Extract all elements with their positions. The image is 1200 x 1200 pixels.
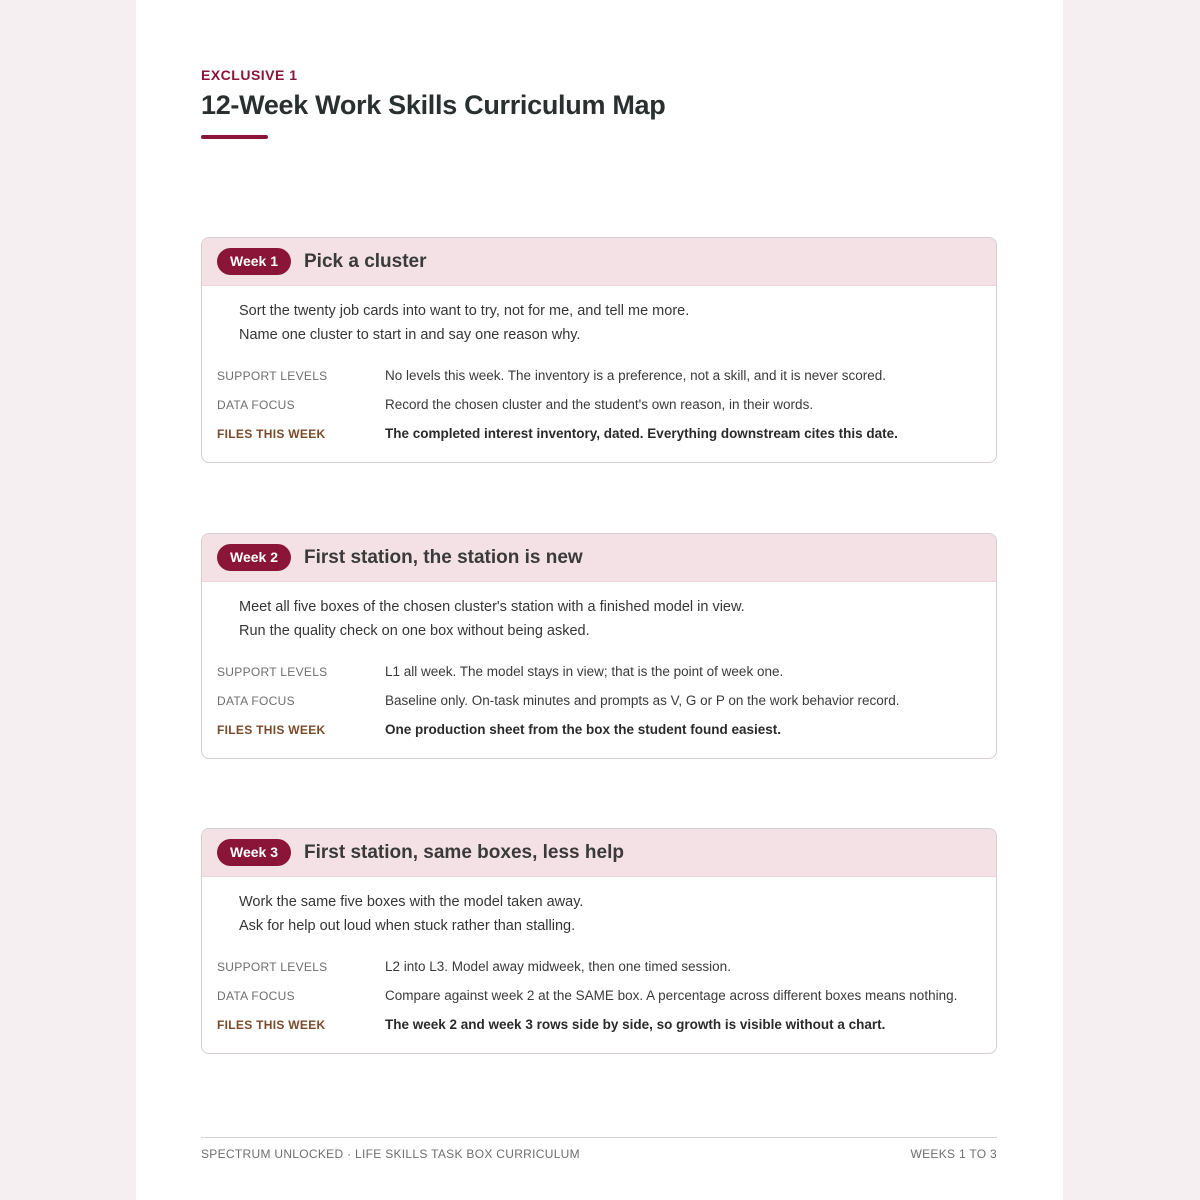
footer-source: SPECTRUM UNLOCKED · LIFE SKILLS TASK BOX CURRICULUM: [201, 1147, 580, 1161]
files-row: [217, 715, 981, 744]
footer-divider: [201, 1137, 997, 1138]
data-focus-label: DATA FOCUS: [217, 397, 295, 412]
goal-line: Ask for help out loud when stuck rather than stalling.: [239, 918, 576, 934]
data-focus-label: DATA FOCUS: [217, 988, 295, 1003]
data-focus-value: Baseline only. On-task minutes and prompts as V, G or P on the work behavior record.: [385, 693, 900, 708]
title-underline: [201, 135, 268, 139]
files-row: [217, 1010, 981, 1039]
support-levels-row: [217, 952, 981, 981]
support-levels-value: No levels this week. The inventory is a preference, not a skill, and it is never scored.: [385, 368, 886, 383]
week-goals: [217, 595, 981, 643]
support-levels-row: [217, 657, 981, 686]
week-card-body: [202, 877, 996, 1053]
goal-line: Run the quality check on one box without being asked.: [239, 623, 590, 639]
week-card-header: [202, 534, 996, 582]
files-label: FILES THIS WEEK: [217, 426, 326, 441]
week-badge: Week 3: [217, 839, 291, 866]
page-title: 12-Week Work Skills Curriculum Map: [201, 90, 666, 120]
week-title: First station, same boxes, less help: [304, 841, 624, 863]
support-levels-value: L2 into L3. Model away midweek, then one timed session.: [385, 959, 731, 974]
support-levels-label: SUPPORT LEVELS: [217, 368, 328, 383]
week-card-2: [201, 533, 997, 759]
support-levels-value: L1 all week. The model stays in view; that is the point of week one.: [385, 664, 784, 679]
week-card-body: [202, 286, 996, 462]
goal-line: Work the same five boxes with the model taken away.: [239, 894, 584, 910]
week-goals: [217, 299, 981, 347]
files-row: [217, 419, 981, 448]
goal-line: Meet all five boxes of the chosen cluster's station with a finished model in view.: [239, 599, 745, 615]
document-page: [136, 0, 1063, 1200]
files-value: The completed interest inventory, dated. Everything downstream cites this date.: [385, 426, 898, 441]
data-focus-value: Record the chosen cluster and the student's own reason, in their words.: [385, 397, 814, 412]
week-card-1: [201, 237, 997, 463]
data-focus-value: Compare against week 2 at the SAME box. A percentage across different boxes means nothing.: [385, 988, 958, 1003]
support-levels-label: SUPPORT LEVELS: [217, 959, 328, 974]
files-label: FILES THIS WEEK: [217, 1017, 326, 1032]
data-focus-row: [217, 686, 981, 715]
files-label: FILES THIS WEEK: [217, 722, 326, 737]
week-card-body: [202, 582, 996, 758]
support-levels-row: [217, 361, 981, 390]
week-title: First station, the station is new: [304, 546, 583, 568]
week-goals: [217, 890, 981, 938]
week-card-header: [202, 238, 996, 286]
goal-line: Sort the twenty job cards into want to try, not for me, and tell me more.: [239, 303, 690, 319]
week-title: Pick a cluster: [304, 250, 427, 272]
eyebrow-label: EXCLUSIVE 1: [201, 67, 298, 83]
goal-line: Name one cluster to start in and say one reason why.: [239, 327, 581, 343]
support-levels-label: SUPPORT LEVELS: [217, 664, 328, 679]
footer-range: WEEKS 1 TO 3: [910, 1147, 997, 1161]
data-focus-row: [217, 981, 981, 1010]
week-card-3: [201, 828, 997, 1054]
data-focus-label: DATA FOCUS: [217, 693, 295, 708]
week-badge: Week 2: [217, 544, 291, 571]
files-value: One production sheet from the box the student found easiest.: [385, 722, 782, 737]
files-value: The week 2 and week 3 rows side by side, so growth is visible without a chart.: [385, 1017, 886, 1032]
week-card-header: [202, 829, 996, 877]
week-badge: Week 1: [217, 248, 291, 275]
data-focus-row: [217, 390, 981, 419]
